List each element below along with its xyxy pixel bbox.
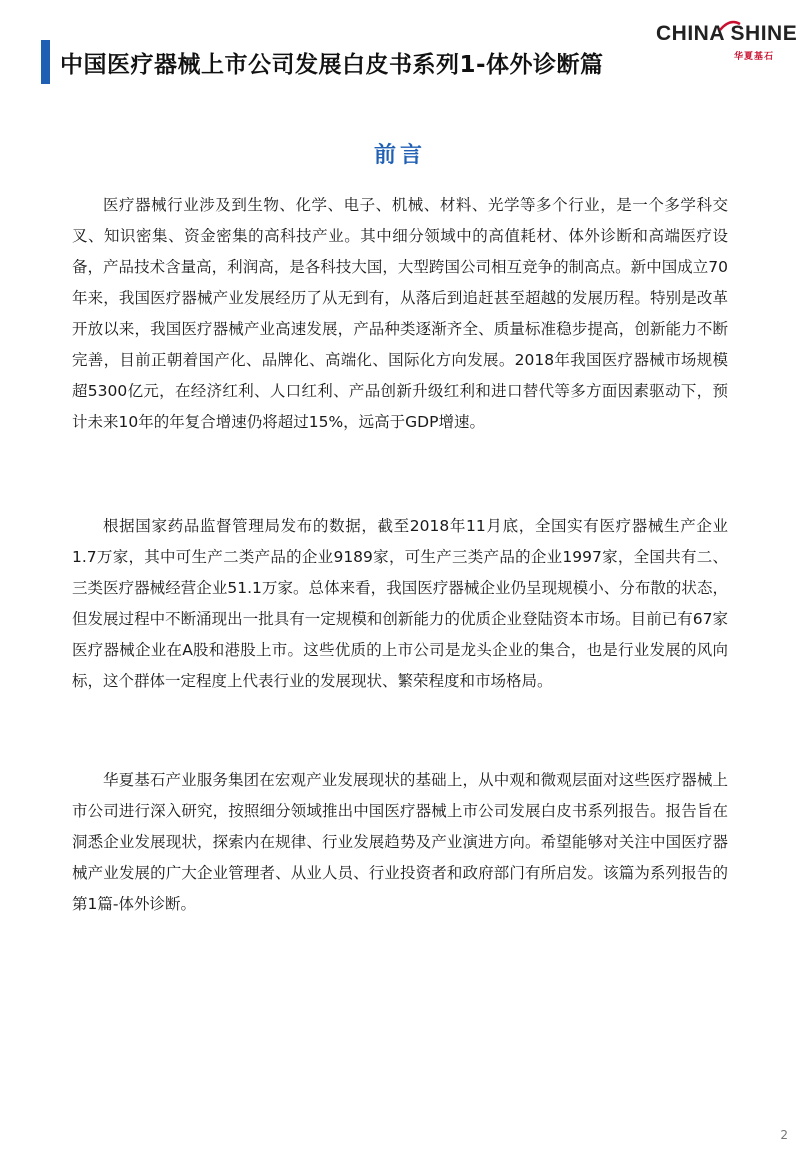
logo-subtitle: 华夏基石 <box>733 52 774 62</box>
logo-wordmark: CHINA SHINE <box>656 22 798 45</box>
paragraph-3: 华夏基石产业服务集团在宏观产业发展现状的基础上，从中观和微观层面对这些医疗器械上市公司进行深入研究，按照细分领域推出中国医疗器械上市公司发展白皮书系列报告。报告旨在洞悉企业发展现状，探索内在规律、行业发展趋势及产业演进方向。希望能够对关注中国医疗器械产业发展的广大企业管理者、从业人员、行业投资者和政府部门有所启发。该篇为系列报告的第1篇-体外诊断。 <box>72 771 728 913</box>
company-logo <box>656 22 798 66</box>
logo-swoosh-icon <box>718 18 742 32</box>
paragraph-1: 医疗器械行业涉及到生物、化学、电子、机械、材料、光学等多个行业，是一个多学科交叉、知识密集、资金密集的高科技产业。其中细分领域中的高值耗材、体外诊断和高端医疗设备，产品技术含量高，利润高，是各科技大国，大型跨国公司相互竞争的制高点。新中国成立70年来，我国医疗器械产业发展经历了从无到有，从落后到追赶甚至超越的发展历程。特别是改革开放以来，我国医疗器械产业高速发展，产品种类逐渐齐全、质量标准稳步提高，创新能力不断完善，目前正朝着国产化、品牌化、高端化、国际化方向发展。2018年我国医疗器械市场规模超5300亿元，在经济红利、人口红利、产品创新升级红利和进口替代等多方面因素驱动下，预计未来10年的年复合增速仍将超过15%，远高于GDP增速。 <box>72 196 728 431</box>
page-number: 2 <box>780 1128 788 1142</box>
page-heading: 前言 <box>373 143 426 168</box>
document-title: 中国医疗器械上市公司发展白皮书系列1-体外诊断篇 <box>60 52 604 78</box>
header-accent-bar <box>41 40 50 84</box>
paragraph-2: 根据国家药品监督管理局发布的数据，截至2018年11月底，全国实有医疗器械生产企业1.7万家，其中可生产二类产品的企业9189家，可生产三类产品的企业1997家，全国共有二、三类医疗器械经营企业51.1万家。总体来看，我国医疗器械企业仍呈现规模小、分布散的状态，但发展过程中不断涌现出一批具有一定规模和创新能力的优质企业登陆资本市场。目前已有67家医疗器械企业在A股和港股上市。这些优质的上市公司是龙头企业的集合，也是行业发展的风向标，这个群体一定程度上代表行业的发展现状、繁荣程度和市场格局。 <box>72 517 728 690</box>
